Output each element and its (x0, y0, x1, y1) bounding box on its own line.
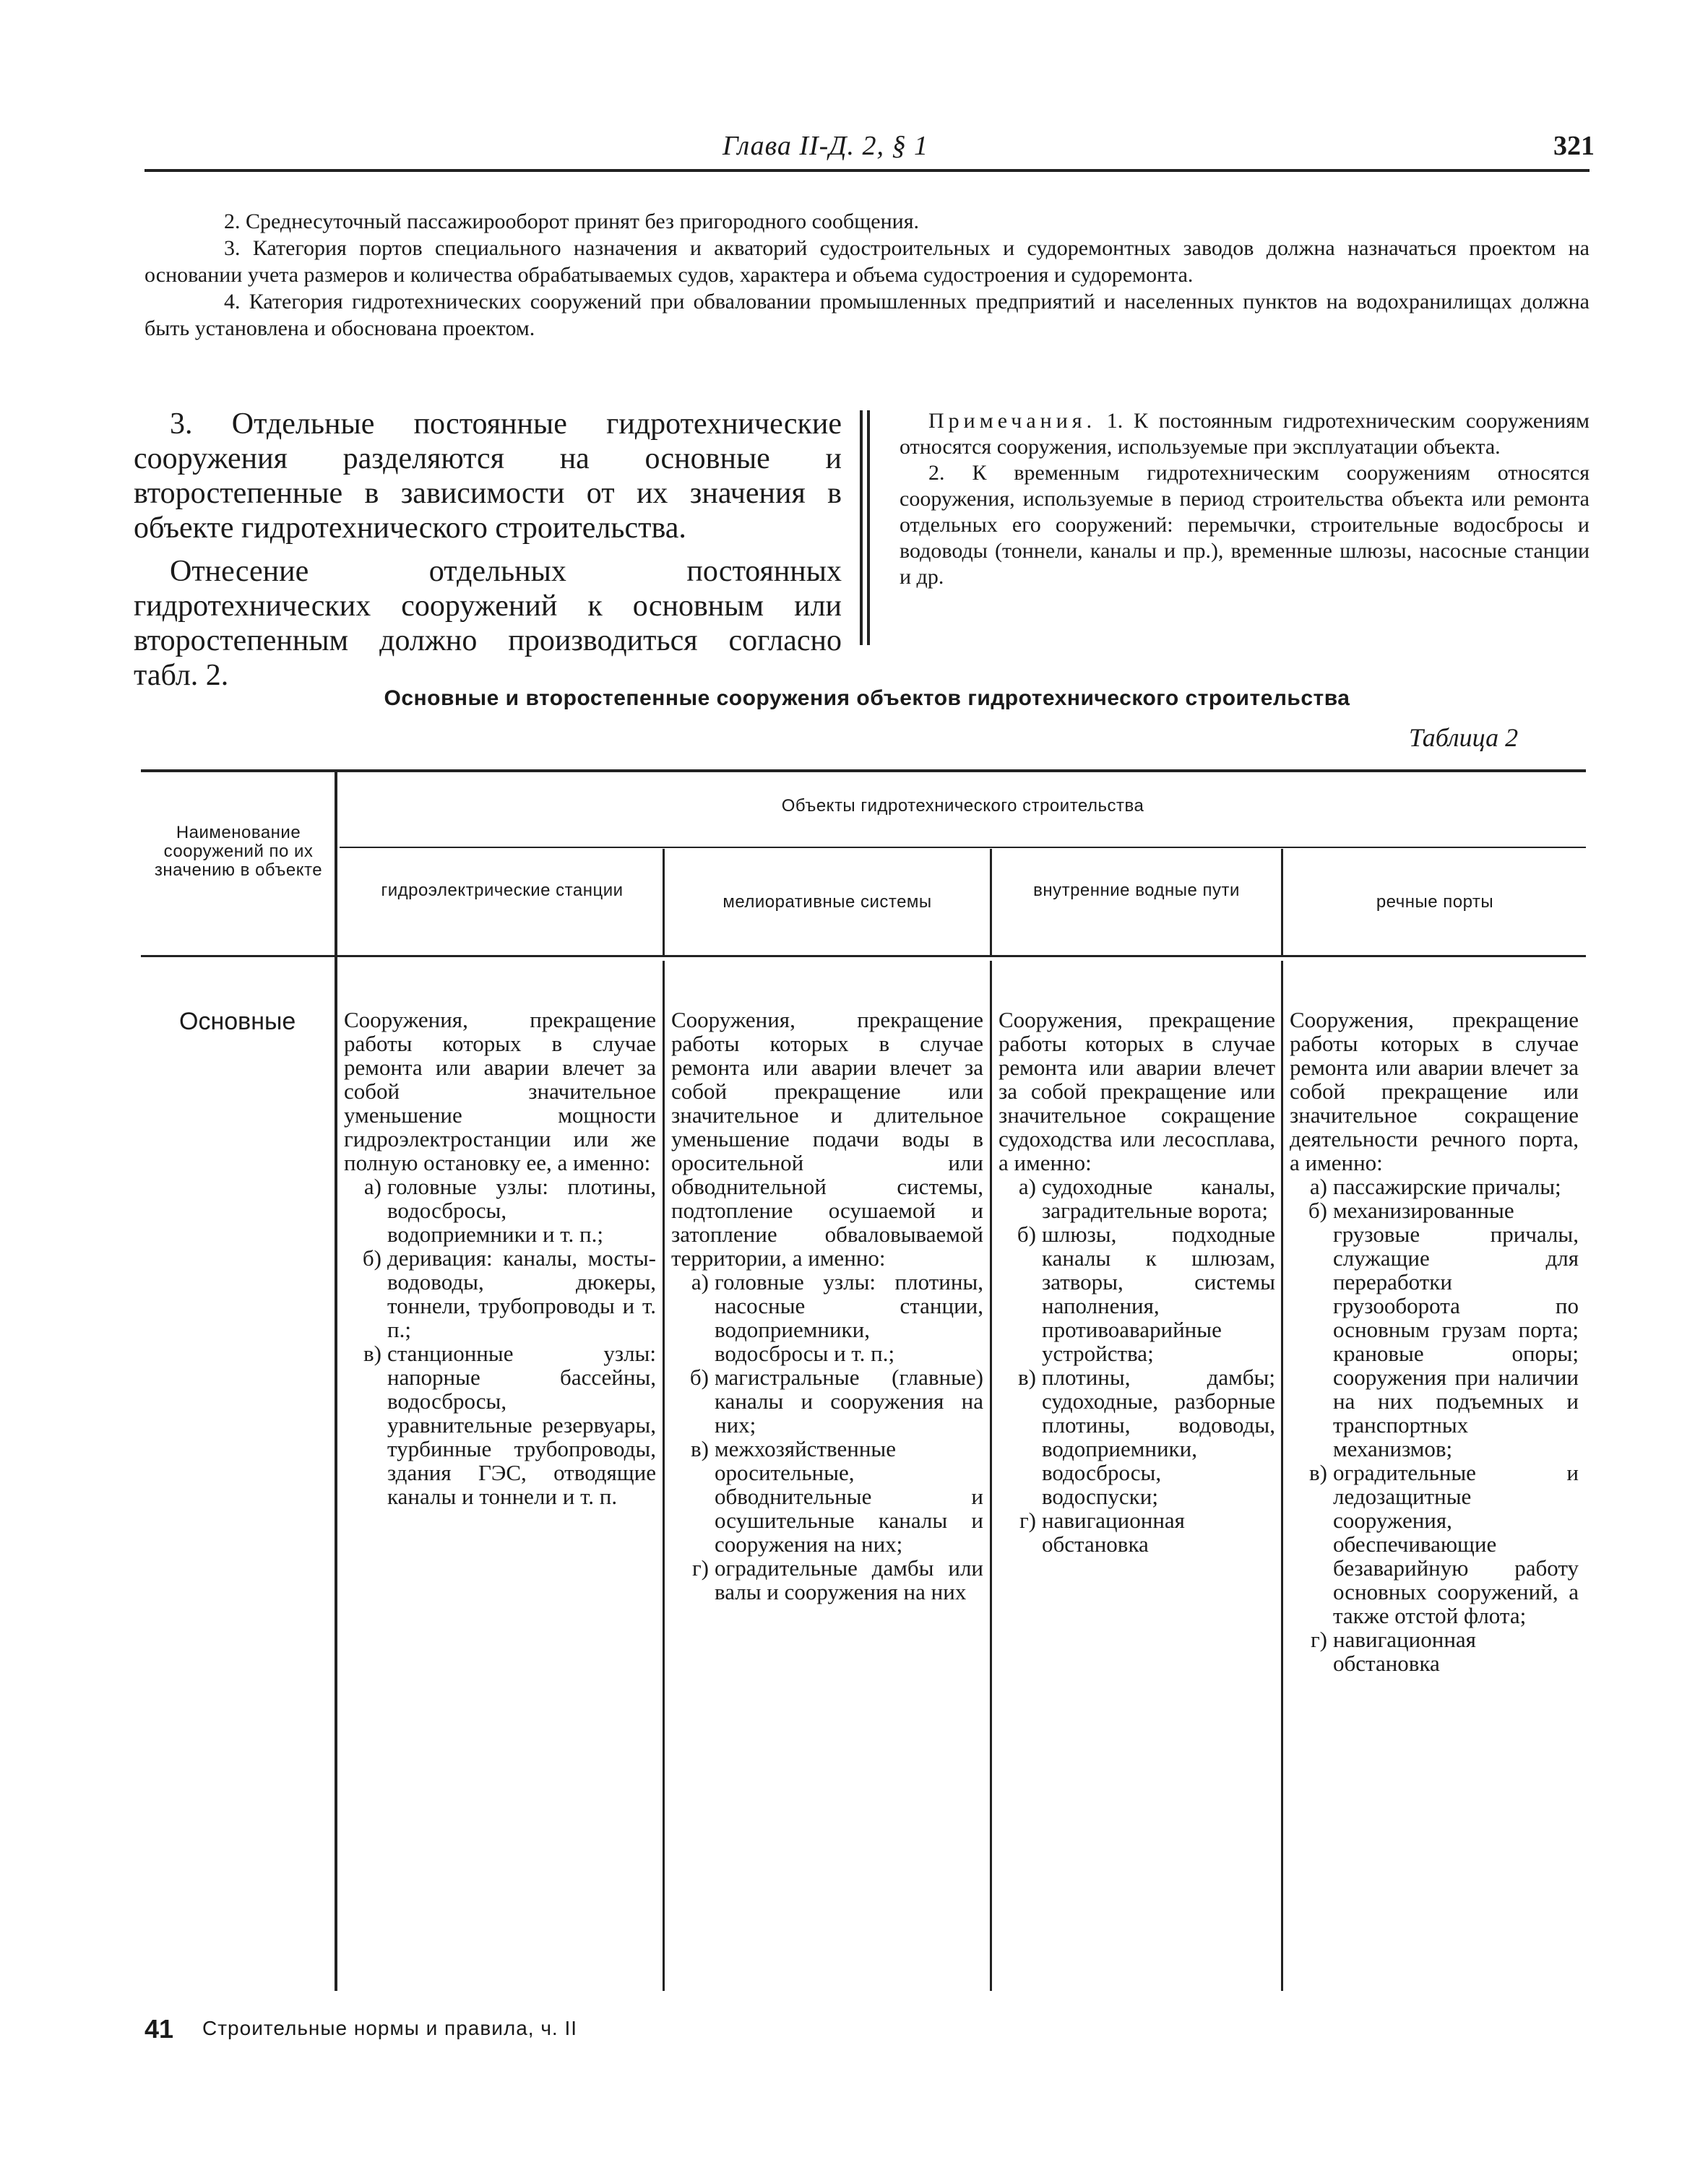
table-top-rule (141, 769, 1586, 772)
item-marker: а) (1018, 1174, 1036, 1199)
cell-item (671, 1365, 983, 1437)
item-marker: в) (691, 1436, 709, 1461)
table-cell (344, 1008, 656, 1508)
paragraph: 3. Отдельные постоянные гидротехнические сооружения разделяются на основные и второстепенные в зависимости от их значения в объекте гидротехнического строительства. (134, 407, 842, 545)
group-header: Объекты гидротехнического строительства (781, 796, 1144, 816)
column-divider (860, 410, 863, 645)
item-text: станционные узлы: напорные бассейны, водосбросы, уравнительные резервуары, турбинные трубопроводы, здания ГЭС, отводящие каналы и тоннели и т. п. (387, 1341, 656, 1509)
table-column-rule (990, 849, 992, 957)
table-header-bottom-rule (141, 955, 1586, 957)
cell-item (1290, 1175, 1579, 1198)
cell-item (1290, 1628, 1579, 1675)
item-text: оградительные и ледозащитные сооружения, обеспечивающие безаварийную работу основных сооружений, а также отстой флота; (1333, 1460, 1579, 1628)
item-text: межхозяйственные оросительные, обводнительные и осушительные каналы и сооружения на них; (715, 1436, 983, 1557)
item-marker: б) (1308, 1198, 1327, 1223)
footer-text: Строительные нормы и правила, ч. II (202, 2017, 578, 2039)
cell-intro: Сооружения, прекращение работы которых в случае ремонта или аварии влечет за собой прекращение или значительное сокращение судоходства или лесосплава, а именно: (999, 1007, 1275, 1175)
notes-block (145, 208, 1590, 342)
item-marker: а) (363, 1174, 381, 1199)
item-text: оградительные дамбы или валы и сооружения на них (715, 1555, 983, 1604)
table-column-rule (335, 772, 337, 1991)
column-divider (867, 410, 870, 645)
column-header: гидроэлектрические станции (381, 881, 624, 900)
cell-item (344, 1175, 656, 1246)
chapter-header: Глава II-Д. 2, § 1 (723, 131, 929, 161)
table-group-rule (340, 847, 1586, 848)
cell-item (671, 1556, 983, 1604)
item-text: плотины, дамбы; судоходные, разборные плотины, водоводы, водоприемники, водосбросы, водоспуски; (1042, 1365, 1275, 1509)
cell-item (1290, 1198, 1579, 1461)
sheet-number: 41 (145, 2014, 174, 2044)
item-marker: б) (1017, 1222, 1036, 1247)
item-text: деривация: каналы, мосты-водоводы, дюкеры, тоннели, трубопроводы и т. п.; (387, 1245, 656, 1342)
remarks-paragraph (900, 408, 1590, 460)
page-number: 321 (1553, 131, 1595, 161)
item-text: судоходные каналы, заградительные ворота; (1042, 1174, 1275, 1223)
table-cell (671, 1008, 983, 1604)
cell-item (344, 1341, 656, 1508)
main-text-left (134, 407, 842, 701)
header-rule (145, 169, 1590, 172)
item-text: головные узлы: плотины, водосбросы, водоприемники и т. п.; (387, 1174, 656, 1247)
item-text: магистральные (главные) каналы и сооружения на них; (715, 1365, 983, 1438)
main-text-right (900, 408, 1590, 590)
column-header: Наименование сооружений по их значению в объекте (154, 823, 323, 880)
cell-item (999, 1175, 1275, 1222)
note-paragraph: 3. Категория портов специального назначения и акваторий судостроительных и судоремонтных заводов должна назначаться проектом на основании учета размеров и количества обрабатываемых судов, характера и объема судостроения и судоремонта. (145, 236, 1590, 287)
item-marker: г) (691, 1555, 709, 1581)
remarks-text: 1. К постоянным гидротехническим сооружениям относятся сооружения, используемые при эксплуатации объекта. (900, 409, 1590, 459)
cell-item (344, 1246, 656, 1341)
cell-item (671, 1270, 983, 1365)
item-marker: г) (1310, 1627, 1327, 1652)
table-title: Основные и второстепенные сооружения объектов гидротехнического строительства (384, 686, 1350, 710)
item-text: навигационная обстановка (1042, 1508, 1185, 1557)
item-text: навигационная обстановка (1333, 1627, 1476, 1676)
table-cell (1290, 1008, 1579, 1675)
item-text: головные узлы: плотины, насосные станции, водоприемники, водосбросы и т. п.; (715, 1269, 983, 1366)
cell-item (999, 1508, 1275, 1556)
cell-item (999, 1222, 1275, 1365)
remarks-paragraph: 2. К временным гидротехническим сооружениям относятся сооружения, используемые в период строительства объекта или ремонта отдельных его сооружений: перемычки, строительные водосбросы и водоводы (тоннели, каналы и пр.), временные шлюзы, насосные станции и др. (900, 461, 1590, 589)
item-text: механизированные грузовые причалы, служащие для переработки грузооборота по основным грузам порта; крановые опоры; сооружения при наличии на них подъемных и транспортных механизмов; (1333, 1198, 1579, 1461)
row-label: Основные (179, 1008, 296, 1035)
item-marker: б) (362, 1245, 381, 1271)
column-header: речные порты (1376, 892, 1494, 912)
table-column-rule (1281, 961, 1283, 1991)
item-text: шлюзы, подходные каналы к шлюзам, затворы, системы наполнения, противоаварийные устройства; (1042, 1222, 1275, 1366)
item-text: пассажирские причалы; (1333, 1174, 1561, 1199)
note-paragraph: 4. Категория гидротехнических сооружений при обваловании промышленных предприятий и населенных пунктов на водохранилищах должна быть установлена и обоснована проектом. (145, 290, 1590, 340)
item-marker: в) (1309, 1460, 1327, 1485)
table-label: Таблица 2 (1409, 723, 1519, 752)
table-column-rule (1281, 849, 1283, 957)
remarks-lead: Примечания. (928, 409, 1097, 433)
cell-intro: Сооружения, прекращение работы которых в случае ремонта или аварии влечет за собой прекращение или значительное и длительное уменьшение подачи воды в оросительной или обводнительной системы, подтопление осушаемой и затопление обваловываемой территории, а именно: (671, 1007, 983, 1271)
cell-item (671, 1437, 983, 1556)
cell-intro: Сооружения, прекращение работы которых в случае ремонта или аварии влечет за собой значительное уменьшение мощности гидроэлектростанции или же полную остановку ее, а именно: (344, 1007, 656, 1175)
item-marker: г) (1019, 1508, 1036, 1533)
item-marker: а) (691, 1269, 709, 1295)
column-header: внутренние водные пути (1033, 881, 1240, 900)
cell-intro: Сооружения, прекращение работы которых в случае ремонта или аварии влечет за собой прекращение или значительное сокращение деятельности речного порта, а именно: (1290, 1007, 1579, 1175)
note-paragraph: 2. Среднесуточный пассажирооборот принят без пригородного сообщения. (224, 209, 920, 233)
table-column-rule (990, 961, 992, 1991)
paragraph: Отнесение отдельных постоянных гидротехнических сооружений к основным или второстепенным должно производиться согласно табл. 2. (134, 555, 842, 692)
item-marker: а) (1309, 1174, 1327, 1199)
table-column-rule (663, 849, 665, 957)
item-marker: в) (1018, 1365, 1036, 1390)
item-marker: б) (689, 1365, 709, 1390)
item-marker: в) (363, 1341, 381, 1366)
table-cell (999, 1008, 1275, 1556)
table-column-rule (663, 961, 665, 1991)
column-header: мелиоративные системы (723, 892, 932, 912)
cell-item (999, 1365, 1275, 1508)
cell-item (1290, 1461, 1579, 1628)
